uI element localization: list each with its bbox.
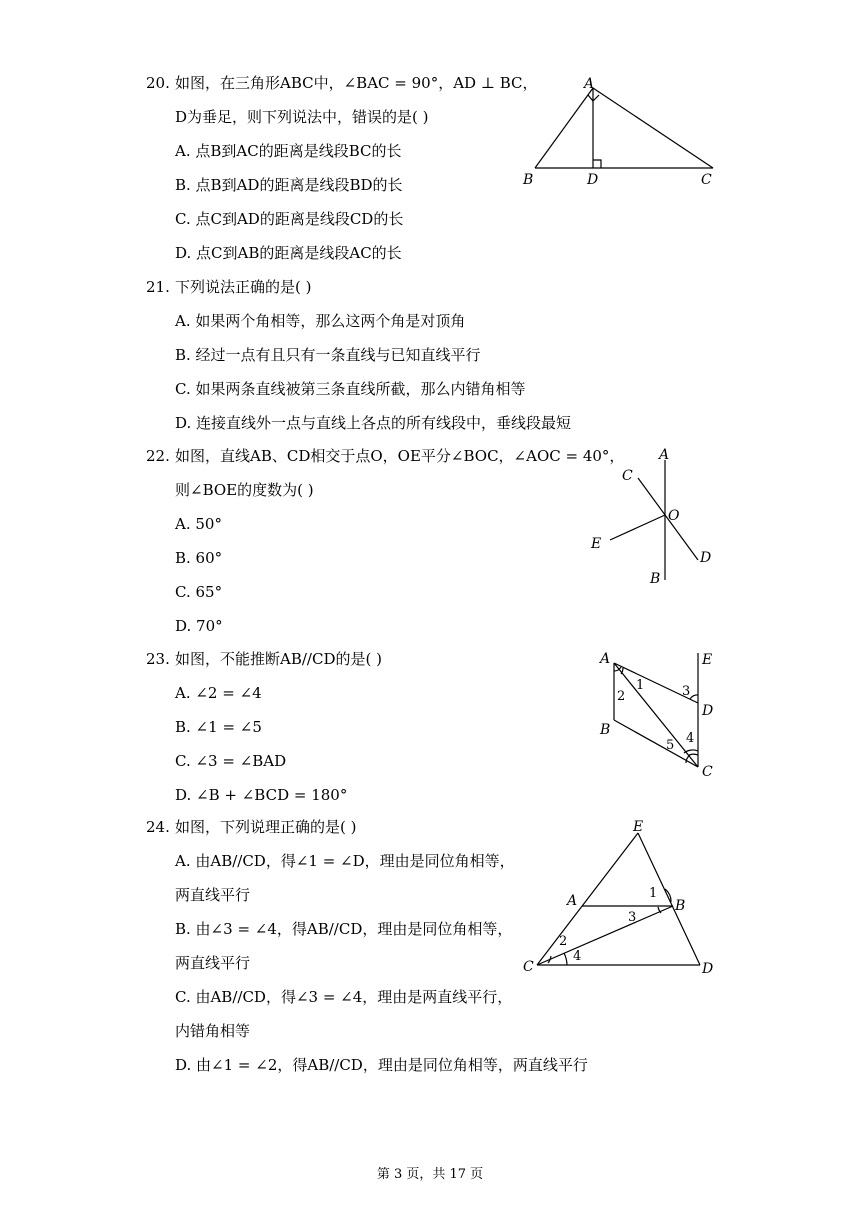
figure-triangle-ecd	[515, 815, 725, 980]
angle-label-4: 4	[573, 949, 582, 964]
angle-label-3: 3	[682, 684, 691, 699]
label-a: A	[600, 651, 611, 667]
label-b: B	[523, 172, 534, 188]
label-c: C	[702, 764, 713, 780]
question-stem: 下列说法正确的是( )	[175, 278, 312, 296]
question-stem: 如图，下列说理正确的是( )	[175, 818, 357, 836]
option-d: D. 70°	[175, 617, 223, 635]
label-b: B	[650, 571, 661, 587]
label-d: D	[702, 961, 714, 977]
angle-label-2: 2	[617, 689, 626, 704]
figure-triangle-abc	[515, 70, 725, 195]
label-a: A	[584, 76, 595, 92]
option-d: D. ∠B + ∠BCD = 180°	[175, 786, 348, 804]
label-e: E	[591, 536, 602, 552]
option-c: C. 由AB//CD，得∠3 = ∠4，理由是两直线平行，	[175, 988, 513, 1006]
question-stem: 如图，在三角形ABC中，∠BAC = 90°，AD ⊥ BC，	[175, 74, 538, 92]
option-a: A. 50°	[175, 515, 222, 533]
question-number: 23.	[146, 650, 170, 668]
option-c: C. 65°	[175, 583, 223, 601]
question-number: 22.	[146, 447, 170, 465]
option-c-cont: 内错角相等	[175, 1022, 251, 1040]
question-number: 24.	[146, 818, 170, 836]
question-number: 21.	[146, 278, 170, 296]
question-stem: 则∠BOE的度数为( )	[175, 481, 314, 499]
option-c: C. 如果两条直线被第三条直线所截，那么内错角相等	[175, 380, 526, 398]
angle-label-2: 2	[559, 934, 568, 949]
option-a: A. 如果两个角相等，那么这两个角是对顶角	[175, 312, 466, 330]
option-a-cont: 两直线平行	[175, 886, 251, 904]
page-footer: 第 3 页，共 17 页	[376, 1167, 484, 1182]
figure-intersecting-lines	[580, 440, 720, 590]
option-a: A. 由AB//CD，得∠1 = ∠D，理由是同位角相等，	[175, 852, 515, 870]
label-d: D	[587, 172, 599, 188]
question-stem: D为垂足，则下列说法中，错误的是( )	[175, 108, 429, 126]
label-e: E	[702, 652, 713, 668]
label-c: C	[701, 172, 712, 188]
label-c: C	[622, 468, 633, 484]
label-a: A	[659, 447, 670, 463]
label-d: D	[700, 550, 712, 566]
option-b: B. 点B到AD的距离是线段BD的长	[175, 176, 403, 194]
angle-label-1: 1	[649, 886, 658, 901]
question-stem: 如图，不能推断AB//CD的是( )	[175, 650, 382, 668]
angle-label-5: 5	[666, 738, 675, 753]
option-a: A. 点B到AC的距离是线段BC的长	[175, 142, 402, 160]
question-stem: 如图，直线AB、CD相交于点O，OE平分∠BOC，∠AOC = 40°，	[175, 447, 625, 465]
label-b: B	[675, 898, 686, 914]
angle-label-4: 4	[686, 731, 695, 746]
option-d: D. 点C到AB的距离是线段AC的长	[175, 244, 402, 262]
label-o: O	[668, 508, 680, 524]
option-b: B. 60°	[175, 549, 223, 567]
option-b-cont: 两直线平行	[175, 954, 251, 972]
option-c: C. ∠3 = ∠BAD	[175, 752, 287, 770]
option-b: B. 由∠3 = ∠4，得AB//CD，理由是同位角相等，	[175, 920, 513, 938]
option-c: C. 点C到AD的距离是线段CD的长	[175, 210, 404, 228]
label-b: B	[600, 722, 611, 738]
label-d: D	[702, 703, 714, 719]
option-a: A. ∠2 = ∠4	[175, 684, 262, 702]
option-b: B. ∠1 = ∠5	[175, 718, 262, 736]
question-number: 20.	[146, 74, 170, 92]
option-d: D. 连接直线外一点与直线上各点的所有线段中，垂线段最短	[175, 414, 572, 432]
angle-label-1: 1	[636, 678, 645, 693]
label-c: C	[523, 959, 534, 975]
angle-label-3: 3	[628, 910, 637, 925]
option-d: D. 由∠1 = ∠2，得AB//CD，理由是同位角相等，两直线平行	[175, 1056, 588, 1074]
label-e: E	[633, 819, 644, 835]
figure-parallel-lines	[590, 645, 720, 785]
option-b: B. 经过一点有且只有一条直线与已知直线平行	[175, 346, 481, 364]
label-a: A	[567, 893, 578, 909]
